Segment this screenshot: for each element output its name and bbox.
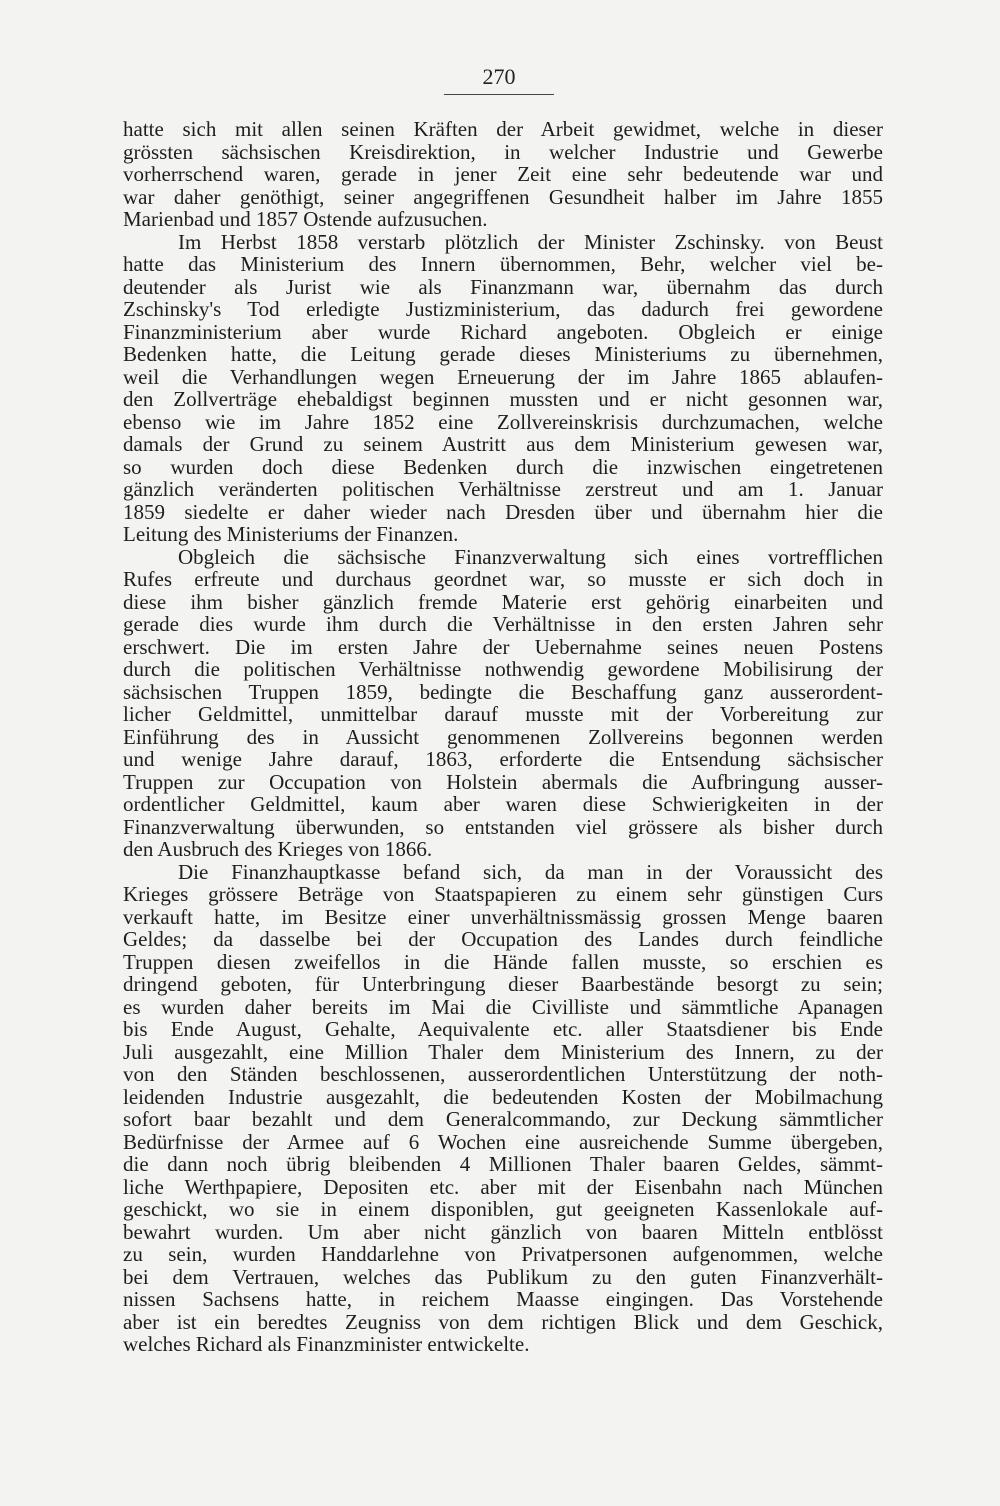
text-line: damals der Grund zu seinem Austritt aus dem Ministerium gewesen war, bbox=[123, 432, 883, 456]
text-line: Truppen zur Occupation von Holstein abermals die Aufbringung ausser- bbox=[123, 769, 883, 794]
text-line: es wurden daher bereits im Mai die Civilliste und sämmtliche Apanagen bbox=[123, 994, 883, 1019]
text-line: und wenige Jahre darauf, 1863, erforderte die Entsendung sächsischer bbox=[123, 747, 883, 771]
text-line: vorherrschend waren, gerade in jener Zeit eine sehr bedeutende war und bbox=[123, 162, 883, 186]
text-line: erschwert. Die im ersten Jahre der Uebernahme seines neuen Postens bbox=[123, 634, 883, 659]
text-line: 1859 siedelte er daher wieder nach Dresden über und übernahm hier die bbox=[123, 499, 883, 524]
text-line: ebenso wie im Jahre 1852 eine Zollvereinskrisis durchzumachen, welche bbox=[123, 409, 883, 434]
text-line: liche Werthpapiere, Depositen etc. aber mit der Eisenbahn nach München bbox=[123, 1174, 883, 1199]
text-line: Marienbad und 1857 Ostende aufzusuchen. bbox=[123, 207, 488, 231]
page-number: 270 bbox=[482, 64, 516, 89]
text-line: nissen Sachsens hatte, in reichem Maasse eingingen. Das Vorstehende bbox=[123, 1287, 883, 1311]
text-line: bewahrt wurden. Um aber nicht gänzlich von baaren Mitteln entblösst bbox=[123, 1219, 883, 1244]
text-line: ordentlicher Geldmittel, kaum aber waren diese Schwierigkeiten in der bbox=[123, 792, 883, 816]
text-line: Juli ausgezahlt, eine Million Thaler dem Ministerium des Innern, zu der bbox=[123, 1039, 883, 1064]
text-line: weil die Verhandlungen wegen Erneuerung der im Jahre 1865 ablaufen- bbox=[123, 364, 883, 389]
text-line: Die Finanzhauptkasse befand sich, da man in der Voraussicht des bbox=[178, 859, 883, 884]
text-line: diese ihm bisher gänzlich fremde Materie erst gehörig einarbeiten und bbox=[123, 589, 883, 614]
text-line: gerade dies wurde ihm durch die Verhältnisse in den ersten Jahren sehr bbox=[123, 612, 883, 636]
text-line: Rufes erfreute und durchaus geordnet war, so musste er sich doch in bbox=[123, 567, 883, 591]
text-line: licher Geldmittel, unmittelbar darauf musste mit der Vorbereitung zur bbox=[123, 702, 883, 726]
text-line: bei dem Vertrauen, welches das Publikum zu den guten Finanzverhält- bbox=[123, 1264, 883, 1289]
text-line: den Ausbruch des Krieges von 1866. bbox=[123, 837, 433, 861]
text-line: hatte sich mit allen seinen Kräften der Arbeit gewidmet, welche in dieser bbox=[123, 117, 883, 141]
text-line: Finanzministerium aber wurde Richard angeboten. Obgleich er einige bbox=[123, 319, 883, 344]
text-line: Bedenken hatte, die Leitung gerade dieses Ministeriums zu übernehmen, bbox=[123, 342, 883, 366]
text-line: Einführung des in Aussicht genommenen Zollvereins begonnen werden bbox=[123, 724, 883, 749]
text-line: sofort baar bezahlt und dem Generalcommando, zur Deckung sämmtlicher bbox=[123, 1107, 883, 1131]
text-line: welches Richard als Finanzminister entwickelte. bbox=[123, 1332, 530, 1356]
page-number-rule bbox=[444, 94, 554, 95]
text-line: grössten sächsischen Kreisdirektion, in welcher Industrie und Gewerbe bbox=[123, 139, 883, 164]
text-line: die dann noch übrig bleibenden 4 Millionen Thaler baaren Geldes, sämmt- bbox=[123, 1152, 883, 1176]
text-line: war daher genöthigt, seiner angegriffenen Gesundheit halber im Jahre 1855 bbox=[123, 184, 883, 209]
text-line: von den Ständen beschlossenen, ausserordentlichen Unterstützung der noth- bbox=[123, 1062, 883, 1086]
text-line: Krieges grössere Beträge von Staatspapieren zu einem sehr günstigen Curs bbox=[123, 882, 883, 906]
text-line: bis Ende August, Gehalte, Aequivalente etc. aller Staatsdiener bis Ende bbox=[123, 1017, 883, 1041]
text-line: so wurden doch diese Bedenken durch die inzwischen eingetretenen bbox=[123, 454, 883, 479]
text-line: leidenden Industrie ausgezahlt, die bedeutenden Kosten der Mobilmachung bbox=[123, 1084, 883, 1109]
text-line: den Zollverträge ehebaldigst beginnen mussten und er nicht gesonnen war, bbox=[123, 387, 883, 411]
text-line: gänzlich veränderten politischen Verhältnisse zerstreut und am 1. Januar bbox=[123, 477, 883, 501]
text-line: Truppen diesen zweifellos in die Hände fallen musste, so erschien es bbox=[123, 949, 883, 974]
body-text bbox=[123, 118, 883, 1356]
text-line: hatte das Ministerium des Innern übernommen, Behr, welcher viel be- bbox=[123, 252, 883, 276]
text-line: durch die politischen Verhältnisse nothwendig gewordene Mobilisirung der bbox=[123, 657, 883, 681]
text-line: Obgleich die sächsische Finanzverwaltung sich eines vortrefflichen bbox=[178, 544, 883, 569]
text-line: Im Herbst 1858 verstarb plötzlich der Minister Zschinsky. von Beust bbox=[178, 229, 883, 254]
text-line: sächsischen Truppen 1859, bedingte die Beschaffung ganz ausserordent- bbox=[123, 679, 883, 704]
text-line: Leitung des Ministeriums der Finanzen. bbox=[123, 522, 459, 546]
text-line: zu sein, wurden Handdarlehne von Privatpersonen aufgenommen, welche bbox=[123, 1242, 883, 1266]
text-line: deutender als Jurist wie als Finanzmann war, übernahm das durch bbox=[123, 274, 883, 299]
text-line: verkauft hatte, im Besitze einer unverhältnissmässig grossen Menge baaren bbox=[123, 904, 883, 929]
text-line: Finanzverwaltung überwunden, so entstanden viel grössere als bisher durch bbox=[123, 814, 883, 839]
text-line: dringend geboten, für Unterbringung dieser Baarbestände besorgt zu sein; bbox=[123, 972, 883, 996]
text-line: geschickt, wo sie in einem disponiblen, gut geeigneten Kassenlokale auf- bbox=[123, 1197, 883, 1221]
text-line: Geldes; da dasselbe bei der Occupation des Landes durch feindliche bbox=[123, 927, 883, 951]
text-line: Bedürfnisse der Armee auf 6 Wochen eine ausreichende Summe übergeben, bbox=[123, 1129, 883, 1154]
text-line: Zschinsky's Tod erledigte Justizministerium, das dadurch frei gewordene bbox=[123, 297, 883, 321]
text-line: aber ist ein beredtes Zeugniss von dem richtigen Blick und dem Geschick, bbox=[123, 1309, 883, 1334]
